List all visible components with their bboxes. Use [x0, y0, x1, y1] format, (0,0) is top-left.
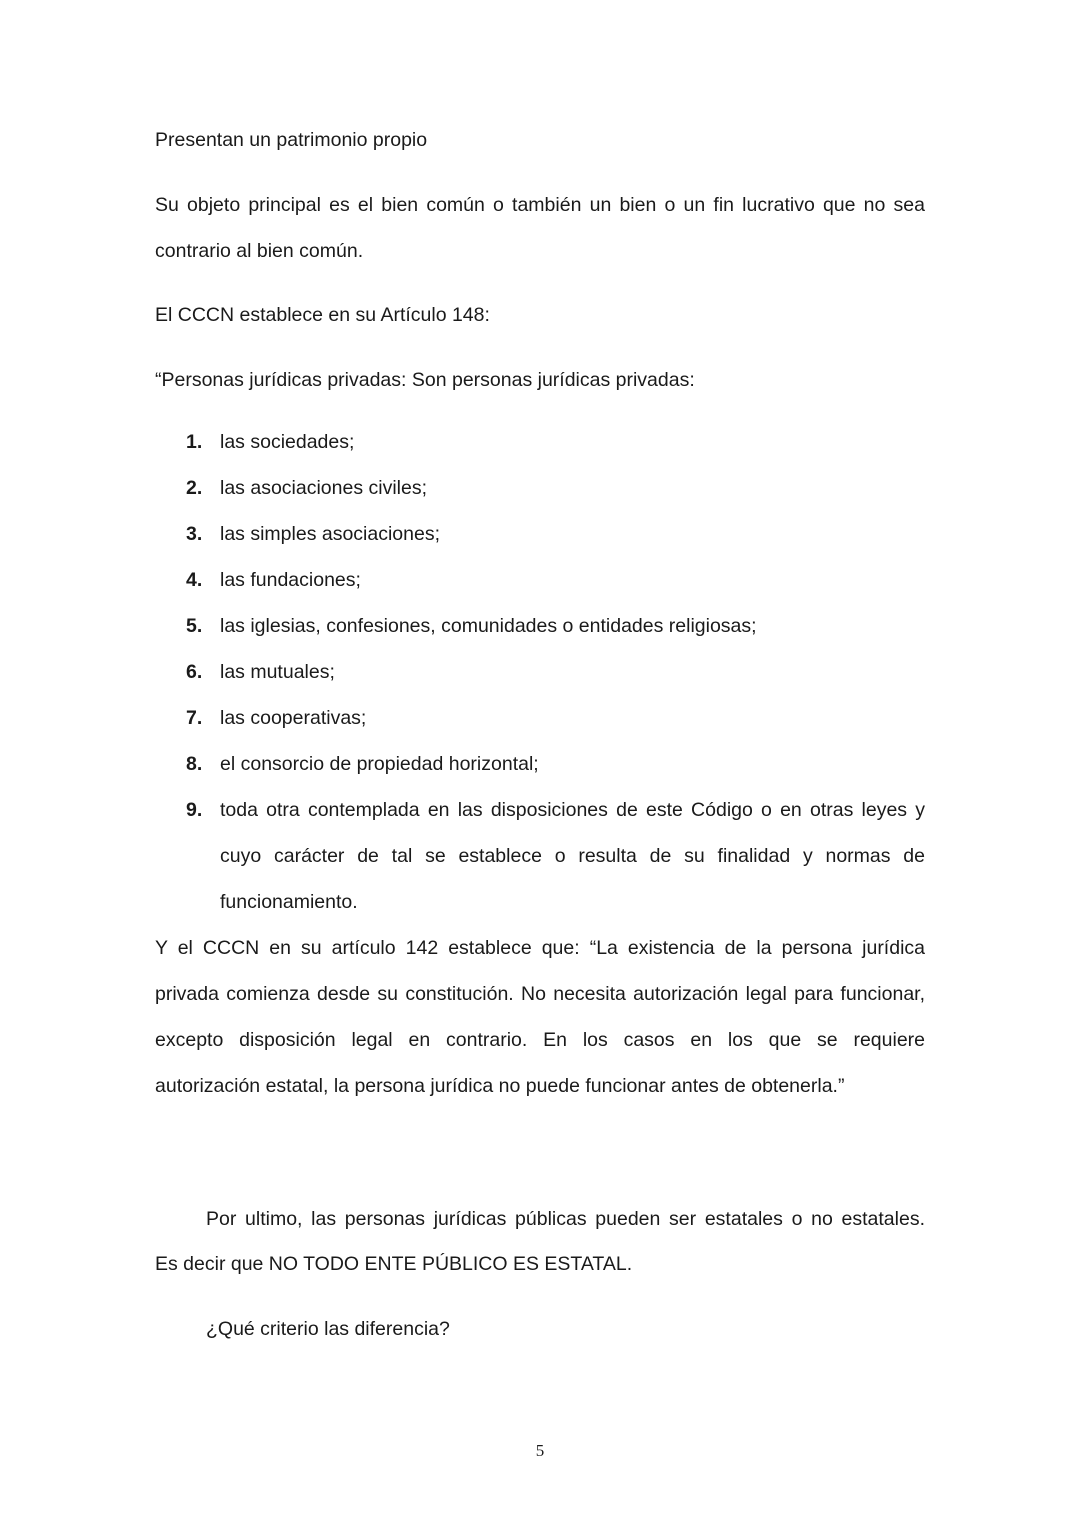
list-item: las simples asociaciones; — [220, 523, 441, 545]
list-item-number: 4. — [186, 569, 203, 591]
paragraph-article-142-line3: excepto disposición legal en contrario. En los casos en los que se requiere — [155, 1029, 925, 1051]
list-item: las fundaciones; — [220, 569, 361, 591]
list-item: las cooperativas; — [220, 707, 367, 729]
list-item-number: 2. — [186, 477, 203, 499]
list-item-number: 1. — [186, 431, 203, 453]
paragraph-cccn-148: El CCCN establece en su Artículo 148: — [155, 304, 490, 326]
list-item: las asociaciones civiles; — [220, 477, 428, 499]
list-item: las iglesias, confesiones, comunidades o entidades religiosas; — [220, 615, 757, 637]
list-item: toda otra contemplada en las disposiciones de este Código o en otras leyes y — [220, 799, 925, 821]
paragraph-article-142-line4: autorización estatal, la persona jurídica no puede funcionar antes de obtenerla.” — [155, 1075, 845, 1097]
paragraph-quote-intro: “Personas jurídicas privadas: Son personas jurídicas privadas: — [155, 369, 695, 391]
list-item-continuation: cuyo carácter de tal se establece o resulta de su finalidad y normas de — [220, 845, 925, 867]
list-item-number: 6. — [186, 661, 203, 683]
list-item: las sociedades; — [220, 431, 355, 453]
list-item: las mutuales; — [220, 661, 335, 683]
page-number: 5 — [535, 1441, 545, 1460]
list-item-number: 7. — [186, 707, 203, 729]
paragraph-article-142-line2: privada comienza desde su constitución. No necesita autorización legal para funcionar, — [155, 983, 925, 1005]
list-item-number: 9. — [186, 799, 203, 821]
paragraph-closing-line1: Por ultimo, las personas jurídicas públicas pueden ser estatales o no estatales. — [206, 1208, 925, 1230]
list-item-continuation: funcionamiento. — [220, 891, 358, 913]
paragraph-closing-line2: Es decir que NO TODO ENTE PÚBLICO ES ESTATAL. — [155, 1253, 633, 1275]
list-item: el consorcio de propiedad horizontal; — [220, 753, 539, 775]
list-item-number: 3. — [186, 523, 203, 545]
paragraph-article-142-line1: Y el CCCN en su artículo 142 establece que: “La existencia de la persona jurídica — [155, 937, 925, 959]
paragraph-objeto-line2: contrario al bien común. — [155, 240, 364, 262]
list-item-number: 5. — [186, 615, 203, 637]
paragraph-question: ¿Qué criterio las diferencia? — [206, 1318, 450, 1340]
paragraph-objeto-line1: Su objeto principal es el bien común o también un bien o un fin lucrativo que no sea — [155, 194, 925, 216]
paragraph-patrimonio: Presentan un patrimonio propio — [155, 129, 428, 151]
list-item-number: 8. — [186, 753, 203, 775]
